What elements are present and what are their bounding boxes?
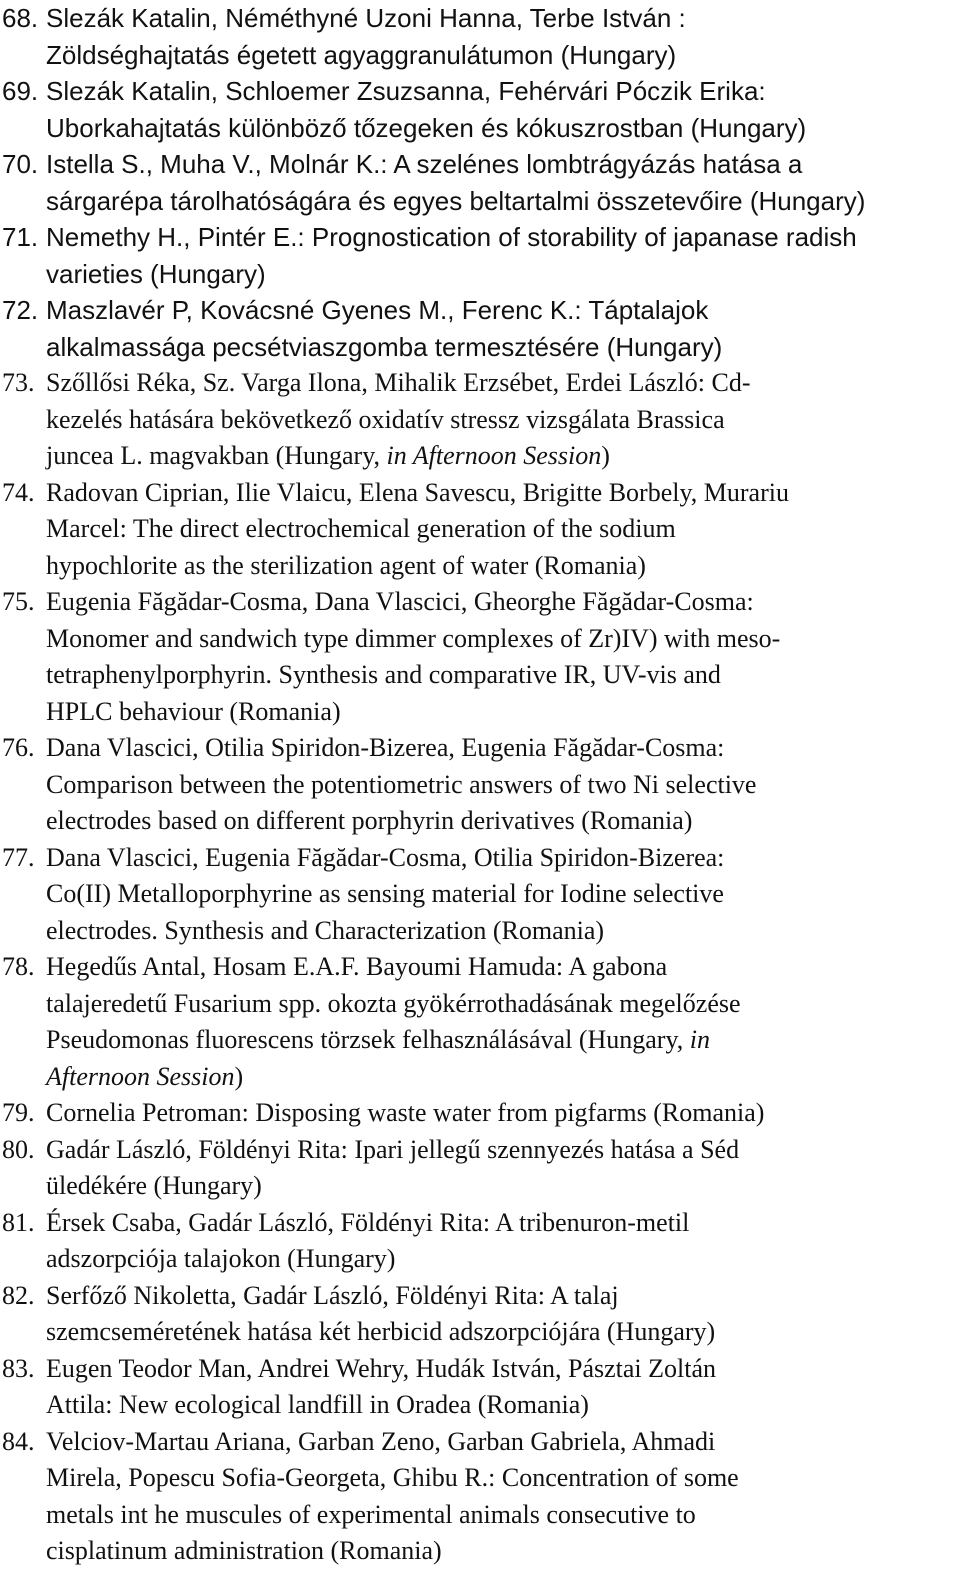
list-item: [2, 219, 957, 292]
entry-line: [46, 292, 957, 329]
entry-line: [46, 694, 957, 731]
entry-text: talajeredetű Fusarium spp. okozta gyökérrothadásának megelőzése: [46, 988, 741, 1018]
entry-line: [46, 1460, 957, 1497]
list-item: [2, 1095, 957, 1132]
entry-text: Istella S., Muha V., Molnár K.: A szelénes lombtrágyázás hatása a: [46, 149, 803, 179]
entry-text: Serfőző Nikoletta, Gadár László, Földényi Rita: A talaj: [46, 1280, 619, 1310]
entry-line: [46, 511, 957, 548]
entry-text: Velciov-Martau Ariana, Garban Zeno, Garban Gabriela, Ahmadi: [46, 1426, 716, 1456]
item-number: 83.: [2, 1353, 35, 1383]
entry-line: [46, 1095, 957, 1132]
entry-text: Cornelia Petroman: Disposing waste water from pigfarms (Romania): [46, 1098, 765, 1127]
entry-line: [46, 1168, 957, 1205]
italic-text: in Afternoon Session: [386, 441, 602, 470]
entry-text: Eugenia Făgădar-Cosma, Dana Vlascici, Gheorghe Făgădar-Cosma:: [46, 587, 754, 616]
entry-text: Eugen Teodor Man, Andrei Wehry, Hudák István, Pásztai Zoltán: [46, 1353, 717, 1383]
entry-line: [46, 37, 957, 74]
entry-line: [46, 767, 957, 804]
list-item: [2, 73, 957, 146]
entry-text: Mirela, Popescu Sofia-Georgeta, Ghibu R.: Concentration of some: [46, 1463, 739, 1492]
entry-line: [46, 657, 957, 694]
entry-line: [46, 402, 957, 439]
item-number: 74.: [2, 477, 35, 507]
list-item: [2, 1278, 957, 1351]
entry-text: szemcseméretének hatása két herbicid adszorpciójára (Hungary): [46, 1317, 716, 1346]
item-number: 70.: [2, 149, 39, 179]
entry-text: juncea L. magvakban (Hungary,: [46, 441, 387, 470]
list-item: [2, 730, 957, 840]
italic-text: in: [689, 1025, 711, 1054]
entry-text: Érsek Csaba, Gadár László, Földényi Rita: A tribenuron-metil: [46, 1207, 690, 1237]
list-item: [2, 475, 957, 585]
entry-line: [46, 475, 957, 512]
list-item: [2, 365, 957, 475]
entry-text: hypochlorite as the sterilization agent of water (Romania): [46, 550, 646, 580]
entry-line: [46, 183, 957, 220]
entry-line: [46, 730, 957, 767]
entry-text: sárgarépa tárolhatóságára és egyes beltartalmi összetevőire (Hungary): [46, 185, 866, 216]
list-item: [2, 949, 957, 1095]
entry-text: ): [234, 1061, 244, 1091]
entry-text: Dana Vlascici, Otilia Spiridon-Bizerea, Eugenia Făgădar-Cosma:: [46, 733, 725, 762]
list-item: [2, 146, 957, 219]
entry-text: üledékére (Hungary): [46, 1171, 262, 1200]
list-item: [2, 1205, 957, 1278]
entry-line: [46, 584, 957, 621]
entry-text: alkalmassága pecsétviaszgomba termesztésére (Hungary): [46, 331, 723, 362]
entry-line: [46, 949, 957, 986]
entry-text: Zöldséghajtatás égetett agyaggranulátumon (Hungary): [46, 39, 677, 70]
entry-text: Slezák Katalin, Néméthyné Uzoni Hanna, Terbe István :: [46, 3, 686, 33]
reference-list: [2, 0, 957, 1570]
entry-text: varieties (Hungary): [46, 258, 266, 289]
entry-text: Gadár László, Földényi Rita: Ipari jellegű szennyezés hatása a Séd: [46, 1134, 740, 1164]
entry-line: [46, 840, 957, 877]
entry-text: metals int he muscules of experimental animals consecutive to: [46, 1499, 696, 1529]
entry-line: [46, 1022, 957, 1059]
item-number: 69.: [2, 76, 39, 106]
entry-line: [46, 73, 957, 110]
entry-text: Maszlavér P, Kovácsné Gyenes M., Ferenc K.: Táptalajok: [46, 295, 709, 325]
item-number: 71.: [2, 222, 39, 252]
entry-line: [46, 986, 957, 1023]
entry-text: Co(II) Metalloporphyrine as sensing material for Iodine selective: [46, 879, 724, 908]
entry-text: Attila: New ecological landfill in Oradea (Romania): [46, 1390, 589, 1419]
entry-text: adszorpciója talajokon (Hungary): [46, 1244, 396, 1273]
entry-text: Monomer and sandwich type dimmer complexes of Zr)IV) with meso-: [46, 623, 781, 653]
entry-text: electrodes based on different porphyrin derivatives (Romania): [46, 806, 693, 835]
item-number: 75.: [2, 587, 35, 616]
entry-line: [46, 1059, 957, 1096]
entry-line: [46, 1241, 957, 1278]
entry-line: [46, 1533, 957, 1570]
item-number: 84.: [2, 1426, 35, 1456]
italic-text: Afternoon Session: [46, 1061, 235, 1091]
entry-line: [46, 1278, 957, 1315]
entry-line: [46, 1132, 957, 1169]
item-number: 79.: [2, 1098, 35, 1127]
entry-text: cisplatinum administration (Romania): [46, 1536, 442, 1565]
entry-text: Pseudomonas fluorescens törzsek felhasználásával (Hungary,: [46, 1025, 690, 1054]
list-item: [2, 292, 957, 365]
entry-line: [46, 146, 957, 183]
item-number: 76.: [2, 733, 35, 762]
entry-line: [46, 1497, 957, 1534]
entry-text: Slezák Katalin, Schloemer Zsuzsanna, Fehérvári Póczik Erika:: [46, 76, 766, 106]
entry-line: [46, 913, 957, 950]
entry-text: ): [601, 441, 610, 470]
entry-line: [46, 803, 957, 840]
list-item: [2, 1132, 957, 1205]
entry-text: Nemethy H., Pintér E.: Prognostication of storability of japanase radish: [46, 222, 857, 252]
entry-text: Comparison between the potentiometric answers of two Ni selective: [46, 769, 757, 799]
entry-line: [46, 876, 957, 913]
list-item: [2, 1351, 957, 1424]
entry-text: Radovan Ciprian, Ilie Vlaicu, Elena Savescu, Brigitte Borbely, Murariu: [46, 477, 789, 507]
entry-text: Szőllősi Réka, Sz. Varga Ilona, Mihalik Erzsébet, Erdei László: Cd-: [46, 368, 751, 397]
entry-line: [46, 110, 957, 147]
entry-line: [46, 621, 957, 658]
entry-line: [46, 219, 957, 256]
entry-text: kezelés hatására bekövetkező oxidatív stressz vizsgálata Brassica: [46, 404, 725, 434]
entry-text: Uborkahajtatás különböző tőzegeken és kókuszrostban (Hungary): [46, 112, 807, 143]
entry-text: Hegedűs Antal, Hosam E.A.F. Bayoumi Hamuda: A gabona: [46, 952, 668, 981]
entry-line: [46, 256, 957, 293]
entry-line: [46, 548, 957, 585]
list-item: [2, 1424, 957, 1570]
entry-line: [46, 1387, 957, 1424]
item-number: 78.: [2, 952, 35, 981]
entry-line: [46, 365, 957, 402]
item-number: 68.: [2, 3, 39, 33]
entry-line: [46, 1205, 957, 1242]
entry-line: [46, 1424, 957, 1461]
entry-line: [46, 1351, 957, 1388]
item-number: 80.: [2, 1134, 35, 1164]
item-number: 77.: [2, 842, 35, 872]
item-number: 82.: [2, 1280, 35, 1310]
list-item: [2, 0, 957, 73]
entry-text: electrodes. Synthesis and Characterization (Romania): [46, 915, 605, 945]
entry-text: HPLC behaviour (Romania): [46, 696, 341, 726]
item-number: 73.: [2, 368, 35, 397]
entry-line: [46, 1314, 957, 1351]
entry-line: [46, 329, 957, 366]
item-number: 72.: [2, 295, 39, 325]
list-item: [2, 584, 957, 730]
item-number: 81.: [2, 1207, 35, 1237]
entry-line: [46, 0, 957, 37]
entry-text: tetraphenylporphyrin. Synthesis and comparative IR, UV-vis and: [46, 660, 721, 689]
entry-text: Marcel: The direct electrochemical generation of the sodium: [46, 514, 676, 543]
list-item: [2, 840, 957, 950]
entry-text: Dana Vlascici, Eugenia Făgădar-Cosma, Otilia Spiridon-Bizerea:: [46, 842, 725, 872]
entry-line: [46, 438, 957, 475]
